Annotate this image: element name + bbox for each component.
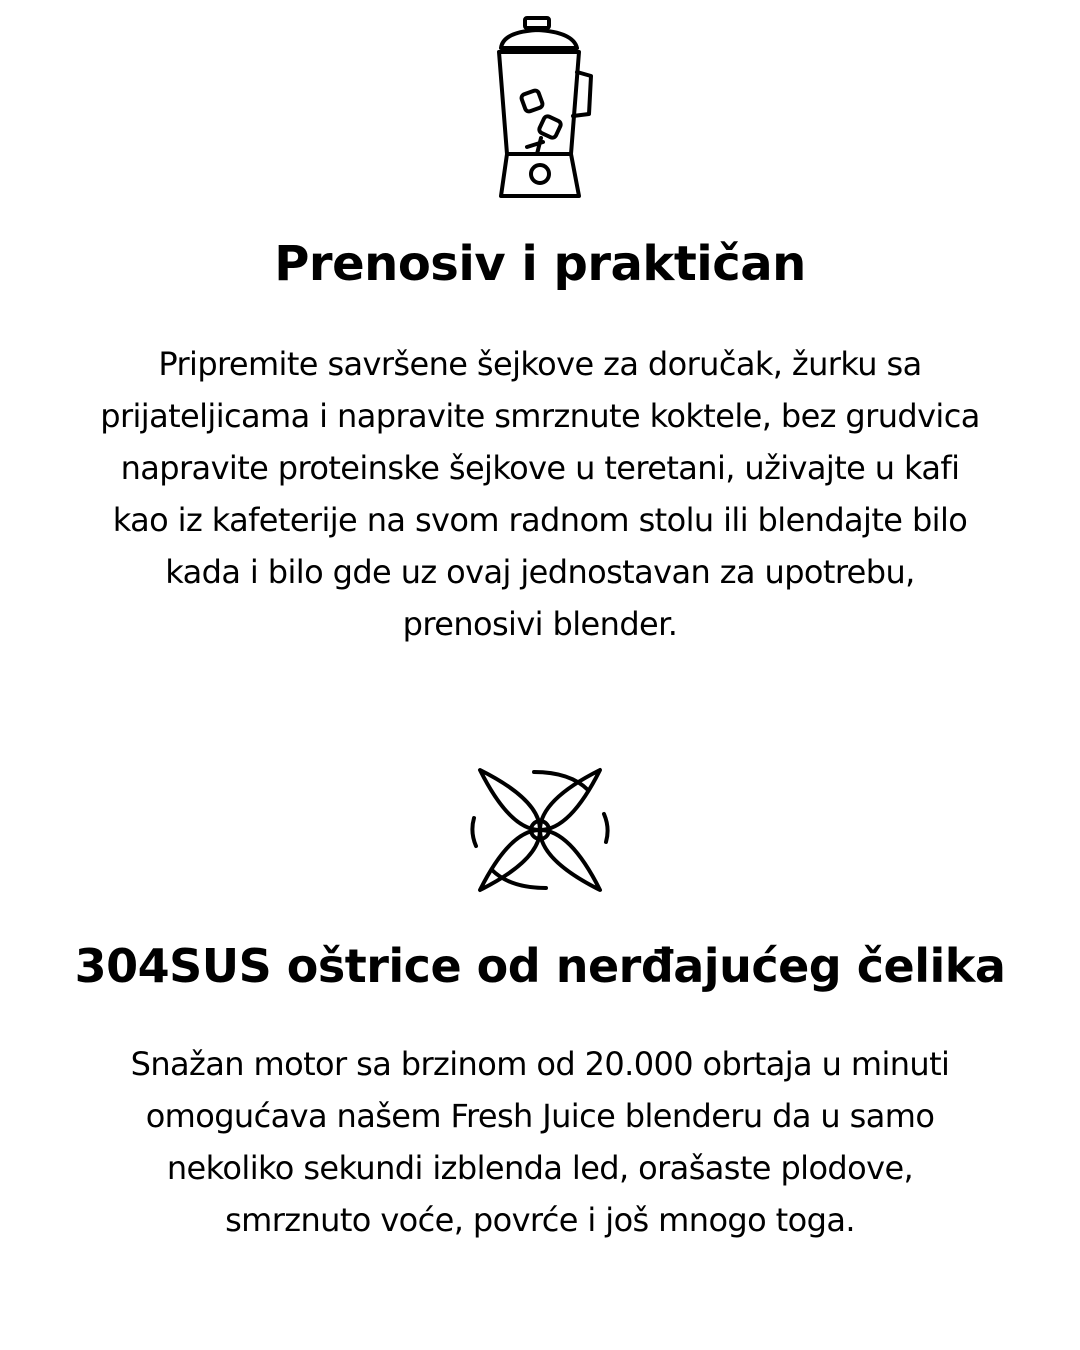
- feature-title: 304SUS oštrice od nerđajućeg čelika: [74, 939, 1006, 993]
- feature-portable: [0, 0, 1080, 650]
- blade-icon: [470, 760, 610, 900]
- feature-title: Prenosiv i praktičan: [274, 236, 806, 292]
- feature-description: Snažan motor sa brzinom od 20.000 obrtaja u minuti omogućava našem Fresh Juice blenderu da u samo nekoliko sekundi izblenda led, orašaste plodove, smrznuto voće, povrće i još mnogo toga.: [130, 1045, 950, 1239]
- feature-description: Pripremite savršene šejkove za doručak, žurku sa prijateljicama i napravite smrznute koktele, bez grudvica napravite proteinske šejkove u teretani, uživajte u kafi kao iz kafeterije na svom radnom stolu ili blendajte bilo kada i bilo gde uz ovaj jednostavan za upotrebu, prenosivi blender.: [100, 345, 980, 643]
- feature-blades: [0, 760, 1080, 1246]
- blender-icon: [485, 14, 595, 200]
